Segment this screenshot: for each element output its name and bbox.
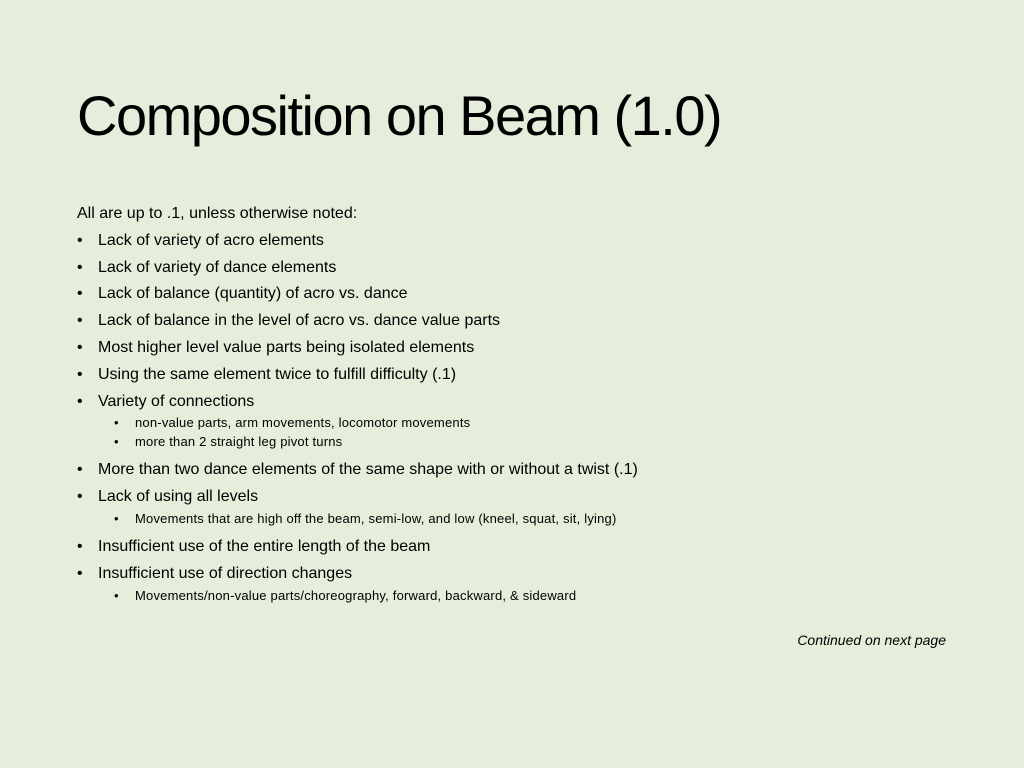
list-item-text: Lack of using all levels [98, 488, 259, 506]
bullet-icon: • [114, 434, 119, 450]
sub-list-item-text: more than 2 straight leg pivot turns [135, 434, 343, 450]
list-item [77, 484, 977, 511]
list-item-text: Lack of variety of dance elements [98, 258, 337, 276]
list-item [77, 228, 977, 255]
bullet-icon: • [77, 338, 83, 356]
sub-list [114, 413, 977, 451]
bullet-icon: • [114, 587, 119, 603]
bullet-icon: • [77, 461, 83, 479]
bullet-icon: • [114, 510, 119, 526]
slide-body [77, 201, 977, 611]
bullet-icon: • [77, 365, 83, 383]
list-item [77, 561, 977, 588]
list-item-text: Lack of variety of acro elements [98, 231, 324, 249]
bullet-icon: • [77, 231, 83, 249]
list-item [77, 255, 977, 282]
sub-list [114, 586, 977, 605]
list-item [77, 389, 977, 416]
slide-title: Composition on Beam (1.0) [77, 84, 722, 147]
sub-list-item-text: Movements that are high off the beam, semi-low, and low (kneel, squat, sit, lying) [135, 510, 617, 526]
bullet-icon: • [114, 415, 119, 431]
bullet-icon: • [77, 285, 83, 303]
list-item-text: Lack of balance (quantity) of acro vs. dance [98, 285, 408, 303]
intro-text: All are up to .1, unless otherwise noted: [77, 205, 358, 222]
list-item [77, 308, 977, 335]
list-item-text: Using the same element twice to fulfill difficulty (.1) [98, 365, 457, 383]
list-item-text: Most higher level value parts being isolated elements [98, 338, 475, 356]
list-item [77, 362, 977, 389]
list-item-text: More than two dance elements of the same shape with or without a twist (.1) [98, 461, 638, 479]
bullet-icon: • [77, 392, 83, 410]
list-item [77, 457, 977, 484]
sub-list-item-text: non-value parts, arm movements, locomotor movements [135, 415, 471, 431]
bullet-icon: • [77, 564, 83, 582]
list-item-text: Insufficient use of direction changes [98, 564, 353, 582]
bullet-icon: • [77, 537, 83, 555]
bullet-icon: • [77, 488, 83, 506]
list-item [77, 281, 977, 308]
sub-list-item [114, 586, 977, 605]
sub-list-item [114, 432, 977, 451]
sub-list-item-text: Movements/non-value parts/choreography, forward, backward, & sideward [135, 587, 577, 603]
continued-note: Continued on next page [797, 632, 946, 648]
sub-list-item [114, 509, 977, 528]
list-item-text: Lack of balance in the level of acro vs. dance value parts [98, 312, 501, 330]
criteria-list [77, 228, 977, 605]
bullet-icon: • [77, 258, 83, 276]
list-item [77, 534, 977, 561]
list-item-text: Variety of connections [98, 392, 255, 410]
list-item-text: Insufficient use of the entire length of the beam [98, 537, 431, 555]
list-item [77, 335, 977, 362]
bullet-icon: • [77, 312, 83, 330]
sub-list-item [114, 413, 977, 432]
sub-list [114, 509, 977, 528]
